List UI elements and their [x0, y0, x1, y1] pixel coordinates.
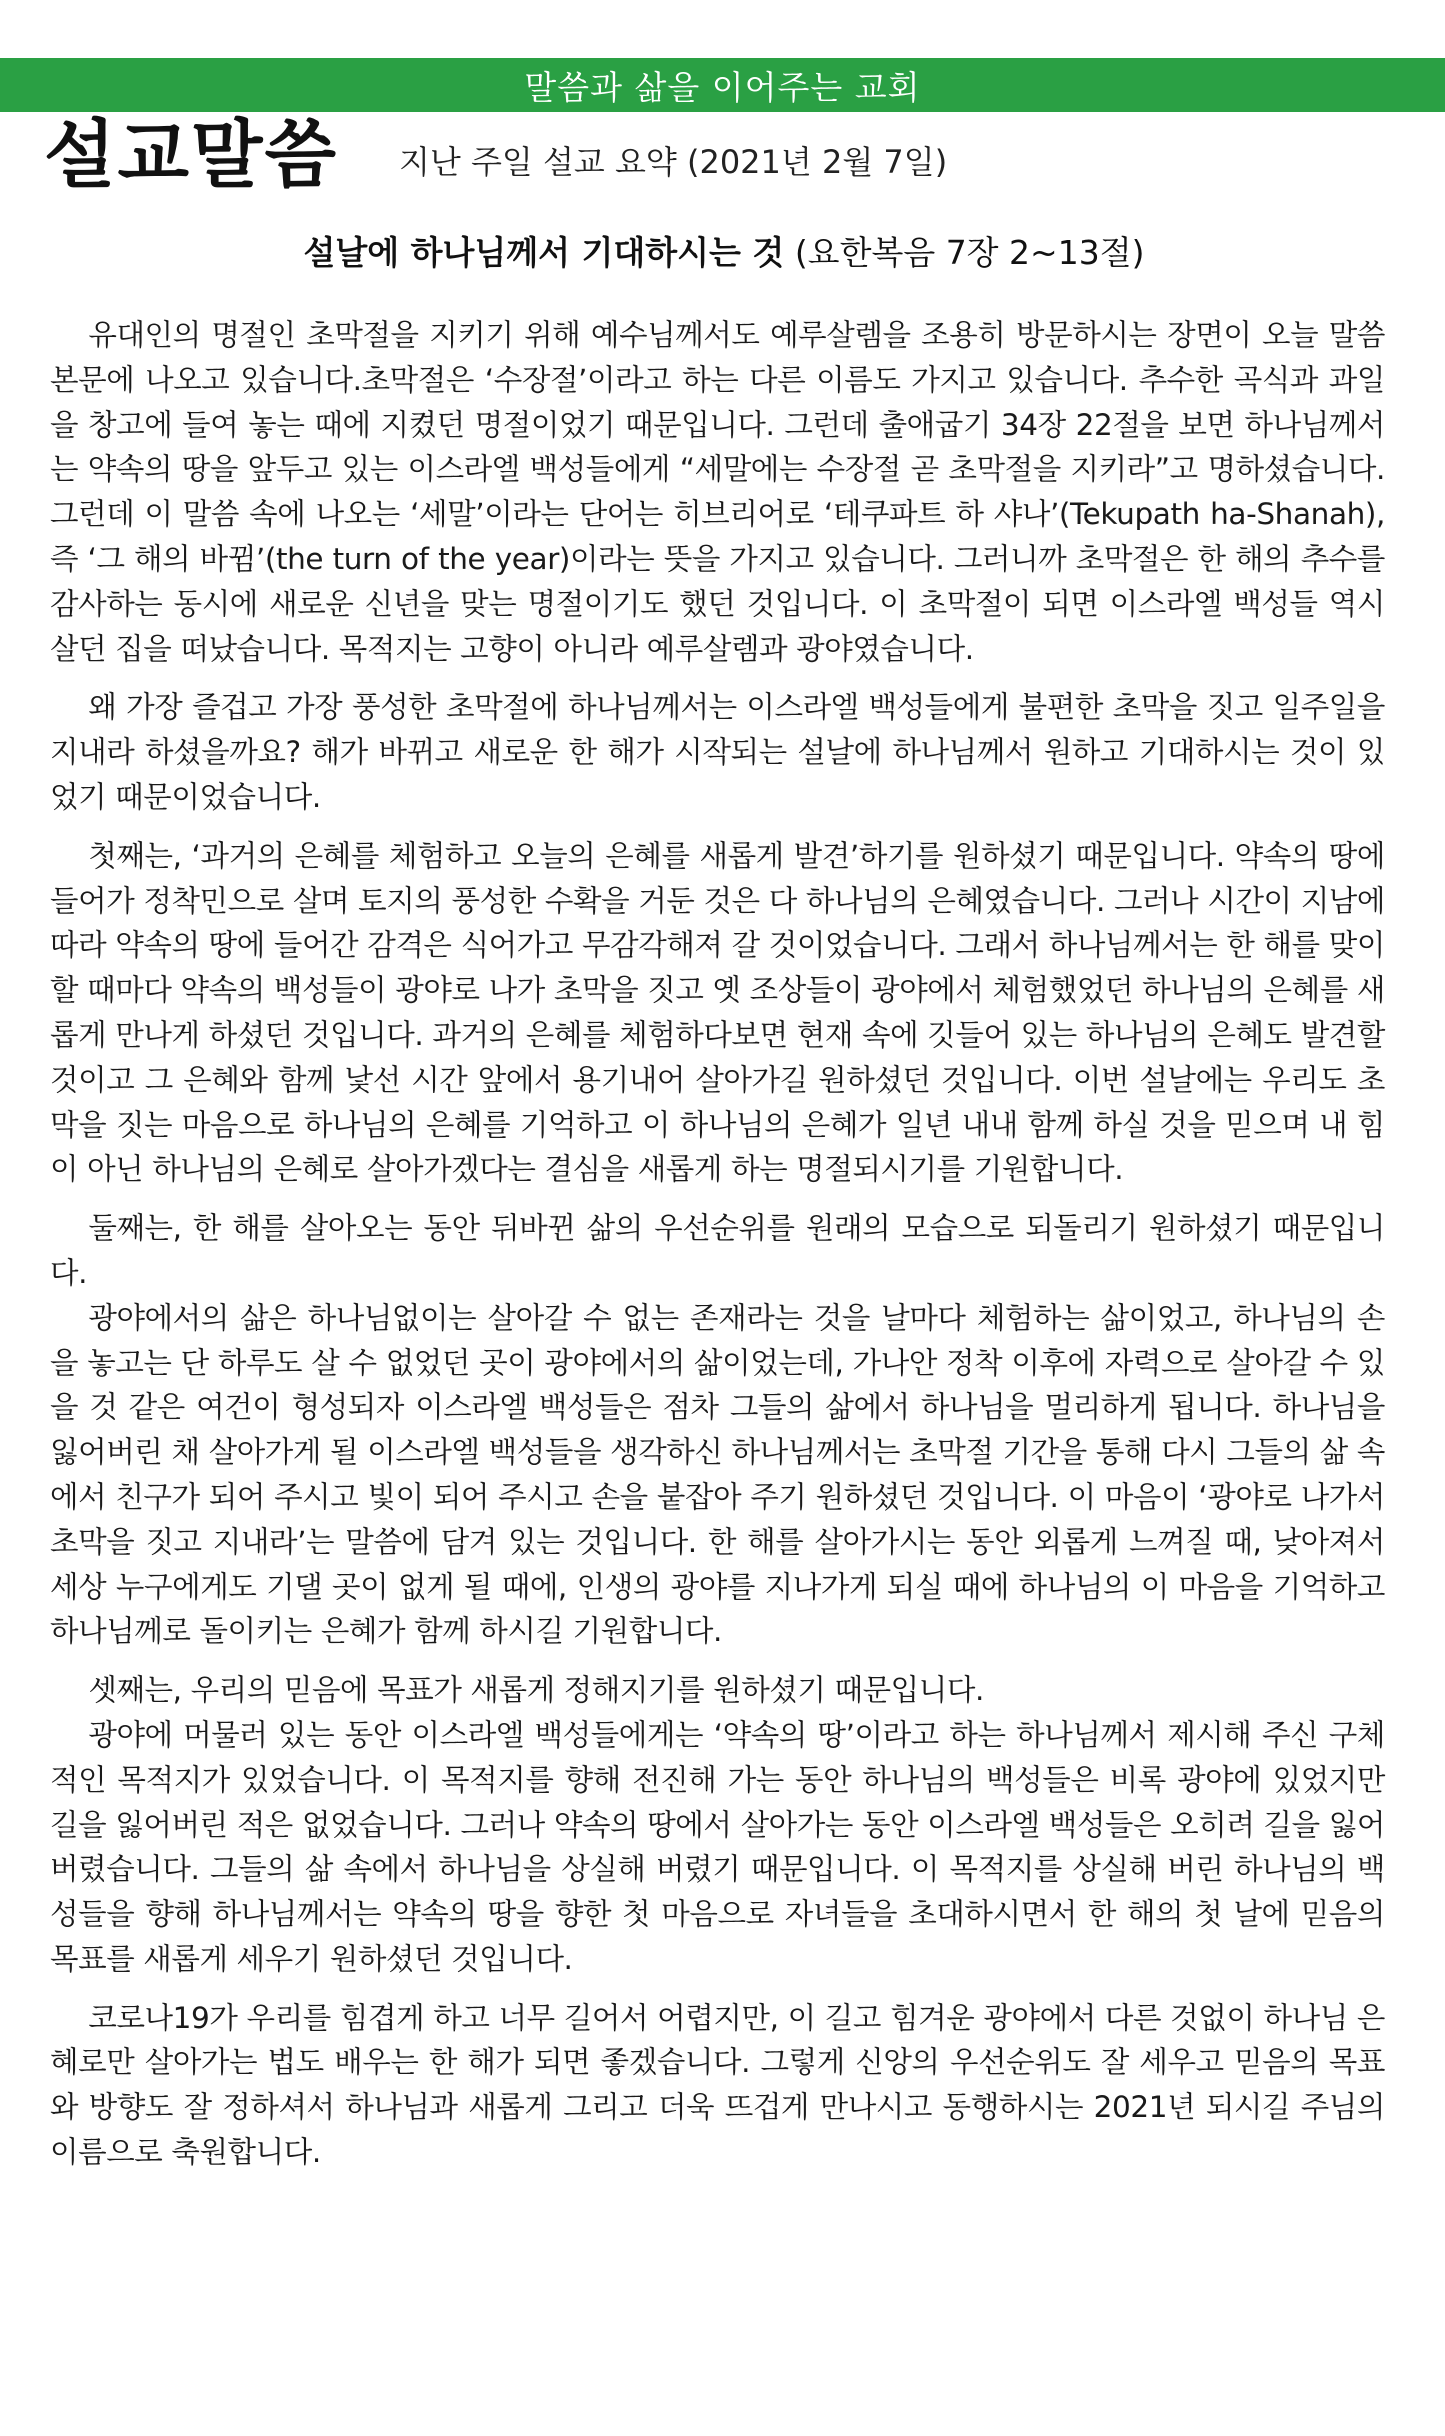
church-motto-banner	[0, 58, 1445, 112]
sermon-heading	[44, 228, 1404, 278]
paragraph-second-point: 둘째는, 한 해를 살아오는 동안 뒤바뀐 삶의 우선순위를 원래의 모습으로 되돌리기 원하셨기 때문입니다.	[50, 1211, 1385, 1290]
paragraph-second-detail: 광야에서의 삶은 하나님없이는 살아갈 수 없는 존재라는 것을 날마다 체험하는 삶이었고, 하나님의 손을 놓고는 단 하루도 살 수 없었던 곳이 광야에서의 삶이었는데, 가나안 정착 이후에 자력으로 살아갈 수 있을 것 같은 여건이 형성되자 이스라엘 백성들은 점차 그들의 삶에서 하나님을 멀리하게 됩니다. 하나님을 잃어버린 채 살아가게 될 이스라엘 백성들을 생각하신 하나님께서는 초막절 기간을 통해 다시 그들의 삶 속에서 친구가 되어 주시고 빛이 되어 주시고 손을 붙잡아 주기 원하셨던 것입니다. 이 마음이 ‘광야로 나가서 초막을 짓고 지내라’는 말씀에 담겨 있는 것입니다. 한 해를 살아가시는 동안 외롭게 느껴질 때, 낮아져서 세상 누구에게도 기댈 곳이 없게 될 때에, 인생의 광야를 지나가게 되실 때에 하나님의 이 마음을 기억하고 하나님께로 돌이키는 은혜가 함께 하시길 기원합니다.	[50, 1300, 1385, 1649]
sermon-title: 설날에 하나님께서 기대하시는 것	[303, 233, 785, 272]
paragraph-first-point: 첫째는, ‘과거의 은혜를 체험하고 오늘의 은혜를 새롭게 발견’하기를 원하셨기 때문입니다. 약속의 땅에 들어가 정착민으로 살며 토지의 풍성한 수확을 거둔 것은 다 하나님의 은혜였습니다. 그러나 시간이 지남에 따라 약속의 땅에 들어간 감격은 식어가고 무감각해져 갈 것이었습니다. 그래서 하나님께서는 한 해를 맞이할 때마다 약속의 백성들이 광야로 나가 초막을 짓고 옛 조상들이 광야에서 체험했었던 하나님의 은혜를 새롭게 만나게 하셨던 것입니다. 과거의 은혜를 체험하다보면 현재 속에 깃들어 있는 하나님의 은혜도 발견할 것이고 그 은혜와 함께 낯선 시간 앞에서 용기내어 살아가길 원하셨던 것입니다. 이번 설날에는 우리도 초막을 짓는 마음으로 하나님의 은혜를 기억하고 이 하나님의 은혜가 일년 내내 함께 하실 것을 믿으며 내 힘이 아닌 하나님의 은혜로 살아가겠다는 결심을 새롭게 하는 명절되시기를 기원합니다.	[50, 838, 1385, 1187]
page-title: 설교말씀	[44, 112, 338, 198]
page-header	[44, 112, 1404, 198]
paragraph-closing: 코로나19가 우리를 힘겹게 하고 너무 길어서 어렵지만, 이 길고 힘겨운 광야에서 다른 것없이 하나님 은혜로만 살아가는 법도 배우는 한 해가 되면 좋겠습니다. 그렇게 신앙의 우선순위도 잘 세우고 믿음의 목표와 방향도 잘 정하셔서 하나님과 새롭게 그리고 더욱 뜨겁게 만나시고 동행하시는 2021년 되시길 주님의 이름으로 축원합니다.	[50, 2000, 1385, 2170]
paragraph-third-point: 셋째는, 우리의 믿음에 목표가 새롭게 정해지기를 원하셨기 때문입니다.	[88, 1673, 984, 1708]
page-subtitle: 지난 주일 설교 요약 (2021년 2월 7일)	[399, 143, 948, 181]
paragraph-third-detail: 광야에 머물러 있는 동안 이스라엘 백성들에게는 ‘약속의 땅’이라고 하는 하나님께서 제시해 주신 구체적인 목적지가 있었습니다. 이 목적지를 향해 전진해 가는 동안 하나님의 백성들은 비록 광야에 있었지만 길을 잃어버린 적은 없었습니다. 그러나 약속의 땅에서 살아가는 동안 이스라엘 백성들은 오히려 길을 잃어버렸습니다. 그들의 삶 속에서 하나님을 상실해 버렸기 때문입니다. 이 목적지를 상실해 버린 하나님의 백성들을 향해 하나님께서는 약속의 땅을 향한 첫 마음으로 자녀들을 초대하시면서 한 해의 첫 날에 믿음의 목표를 새롭게 세우기 원하셨던 것입니다.	[50, 1717, 1385, 1976]
paragraph-question: 왜 가장 즐겁고 가장 풍성한 초막절에 하나님께서는 이스라엘 백성들에게 불편한 초막을 짓고 일주일을 지내라 하셨을까요? 해가 바뀌고 새로운 한 해가 시작되는 설날에 하나님께서 원하고 기대하시는 것이 있었기 때문이었습니다.	[50, 690, 1385, 814]
scripture-reference: (요한복음 7장 2~13절)	[794, 233, 1145, 272]
paragraph-intro: 유대인의 명절인 초막절을 지키기 위해 예수님께서도 예루살렘을 조용히 방문하시는 장면이 오늘 말씀 본문에 나오고 있습니다.초막절은 ‘수장절’이라고 하는 다른 이름도 가지고 있습니다. 추수한 곡식과 과일을 창고에 들여 놓는 때에 지켰던 명절이었기 때문입니다. 그런데 출애굽기 34장 22절을 보면 하나님께서는 약속의 땅을 앞두고 있는 이스라엘 백성들에게 “세말에는 수장절 곧 초막절을 지키라”고 명하셨습니다. 그런데 이 말씀 속에 나오는 ‘세말’이라는 단어는 히브리어로 ‘테쿠파트 하 샤나’(Tekupath ha-Shanah), 즉 ‘그 해의 바뀜’(the turn of the year)이라는 뜻을 가지고 있습니다. 그러니까 초막절은 한 해의 추수를 감사하는 동시에 새로운 신년을 맞는 명절이기도 했던 것입니다. 이 초막절이 되면 이스라엘 백성들 역시 살던 집을 떠났습니다. 목적지는 고향이 아니라 예루살렘과 광야였습니다.	[50, 318, 1385, 666]
sermon-body	[50, 313, 1385, 2175]
church-motto-text: 말씀과 삶을 이어주는 교회	[524, 67, 921, 107]
